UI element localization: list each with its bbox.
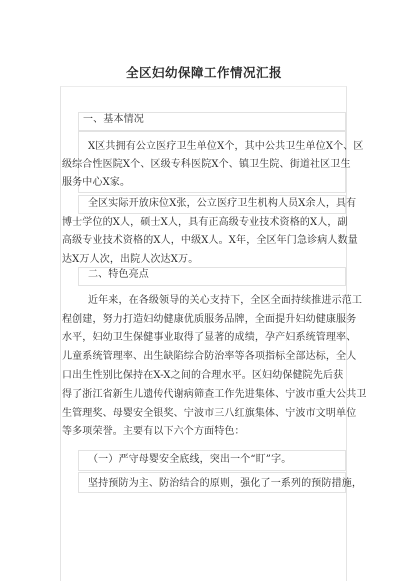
document-title: 全区妇幼保障工作情况汇报 <box>125 65 282 80</box>
paragraph-line: 服务中心X家。 <box>62 177 131 188</box>
paragraph-line: 达X万人次，出院人次达X万。 <box>62 254 199 265</box>
subsection-heading-maternal-safety: （一）严守母婴安全底线，突出一个“盯”字。 <box>88 454 292 465</box>
paragraph-line: X区共拥有公立医疗卫生单位X个，其中公共卫生单位X个、区 <box>88 141 364 152</box>
section-heading-highlights: 二、特色亮点 <box>88 269 149 280</box>
paragraph-line: 级综合性医院X个、区级专科医院X个、镇卫生院、街道社区卫生 <box>62 159 351 170</box>
paragraph-line: 口出生性别比保持在X-X之间的合理水平。区妇幼保健院先后获 <box>62 370 344 381</box>
paragraph-line: 得了浙江省新生儿遗传代谢病筛查工作先进集体、宁波市重大公共卫 <box>62 389 367 400</box>
paragraph-line: 全区实际开放床位X张，公立医疗卫生机构人员X余人，具有 <box>88 198 357 209</box>
paragraph-line: 高级专业技术资格的X人，中级X人。X年，全区年门急诊病人数量 <box>62 235 358 246</box>
paragraph-line: 水平，妇幼卫生保健事业取得了显著的成绩，孕产妇系统管理率、 <box>62 332 357 343</box>
paragraph-line: 生管理奖、母婴安全银奖、宁波市三八红旗集体、宁波市文明单位 <box>62 408 357 419</box>
paragraph-line: 程创建，努力打造妇幼健康优质服务品牌，全面提升妇幼健康服务 <box>62 314 357 325</box>
section-heading-basic-info: 一、基本情况 <box>83 114 144 125</box>
paragraph-line: 近年来，在各级领导的关心支持下，全区全面持续推进示范工 <box>88 295 363 306</box>
paragraph-line: 儿童系统管理率、出生缺陷综合防治率等各项指标全部达标，全人 <box>62 351 357 362</box>
paragraph-line: 等多项荣誉。主要有以下六个方面特色： <box>62 426 245 437</box>
paragraph-line: 坚持预防为主、防治结合的原则，强化了一系列的预防措施， <box>88 478 363 489</box>
paragraph-line: 博士学位的X人，硕士X人，具有正高级专业技术资格的X人，副 <box>62 217 348 228</box>
